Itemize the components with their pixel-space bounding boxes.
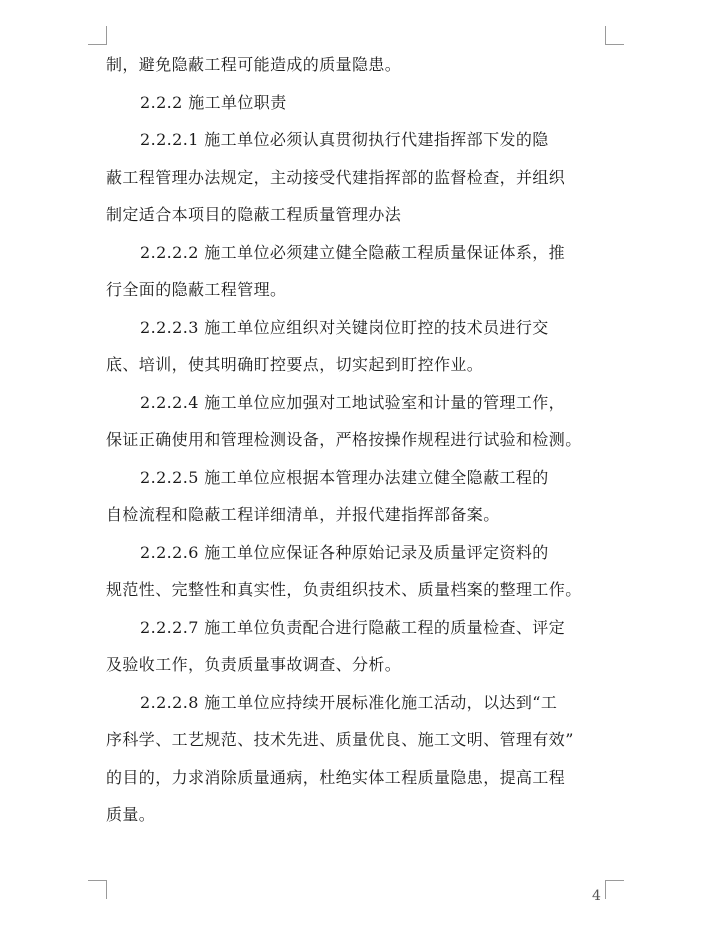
text-line: 2.2.2.6 施工单位应保证各种原始记录及质量评定资料的 <box>140 542 549 562</box>
text-line: 底、培训，使其明确盯控要点，切实起到盯控作业。 <box>106 355 484 374</box>
text-line: 制定适合本项目的隐蔽工程质量管理办法 <box>106 205 402 224</box>
text-line: 制，避免隐蔽工程可能造成的质量隐患。 <box>106 55 402 74</box>
margin-corner-top-right <box>605 26 624 45</box>
text-line: 2.2.2.4 施工单位应加强对工地试验室和计量的管理工作， <box>140 392 566 412</box>
text-line: 质量。 <box>106 805 156 824</box>
text-line: 行全面的隐蔽工程管理。 <box>106 280 287 299</box>
text-line: 2.2.2.5 施工单位应根据本管理办法建立健全隐蔽工程的 <box>140 467 549 487</box>
margin-corner-top-left <box>88 26 107 45</box>
text-line: 2.2.2.7 施工单位负责配合进行隐蔽工程的质量检查、评定 <box>140 617 566 637</box>
text-line: 蔽工程管理办法规定，主动接受代建指挥部的监督检查，并组织 <box>106 167 566 187</box>
page-number: 4 <box>592 888 601 904</box>
section-heading: 2.2.2 施工单位职责 <box>140 92 287 112</box>
document-body <box>106 46 616 834</box>
text-line: 2.2.2.8 施工单位应持续开展标准化施工活动，以达到“工 <box>140 692 558 712</box>
text-line: 保证正确使用和管理检测设备，严格按操作规程进行试验和检测。 <box>106 430 582 449</box>
text-line: 规范性、完整性和真实性，负责组织技术、质量档案的整理工作。 <box>106 580 582 599</box>
margin-corner-bottom-right <box>605 880 624 899</box>
text-line: 自检流程和隐蔽工程详细清单，并报代建指挥部备案。 <box>106 505 500 524</box>
text-line: 及验收工作，负责质量事故调查、分析。 <box>106 655 402 674</box>
margin-corner-bottom-left <box>88 880 107 899</box>
text-line: 2.2.2.1 施工单位必须认真贯彻执行代建指挥部下发的隐 <box>140 130 549 149</box>
text-line: 序科学、工艺规范、技术先进、质量优良、施工文明、管理有效” <box>106 730 574 749</box>
text-line: 的目的，力求消除质量通病，杜绝实体工程质量隐患，提高工程 <box>106 767 566 787</box>
text-line: 2.2.2.3 施工单位应组织对关键岗位盯控的技术员进行交 <box>140 317 549 337</box>
text-line: 2.2.2.2 施工单位必须建立健全隐蔽工程质量保证体系，推 <box>140 242 566 262</box>
